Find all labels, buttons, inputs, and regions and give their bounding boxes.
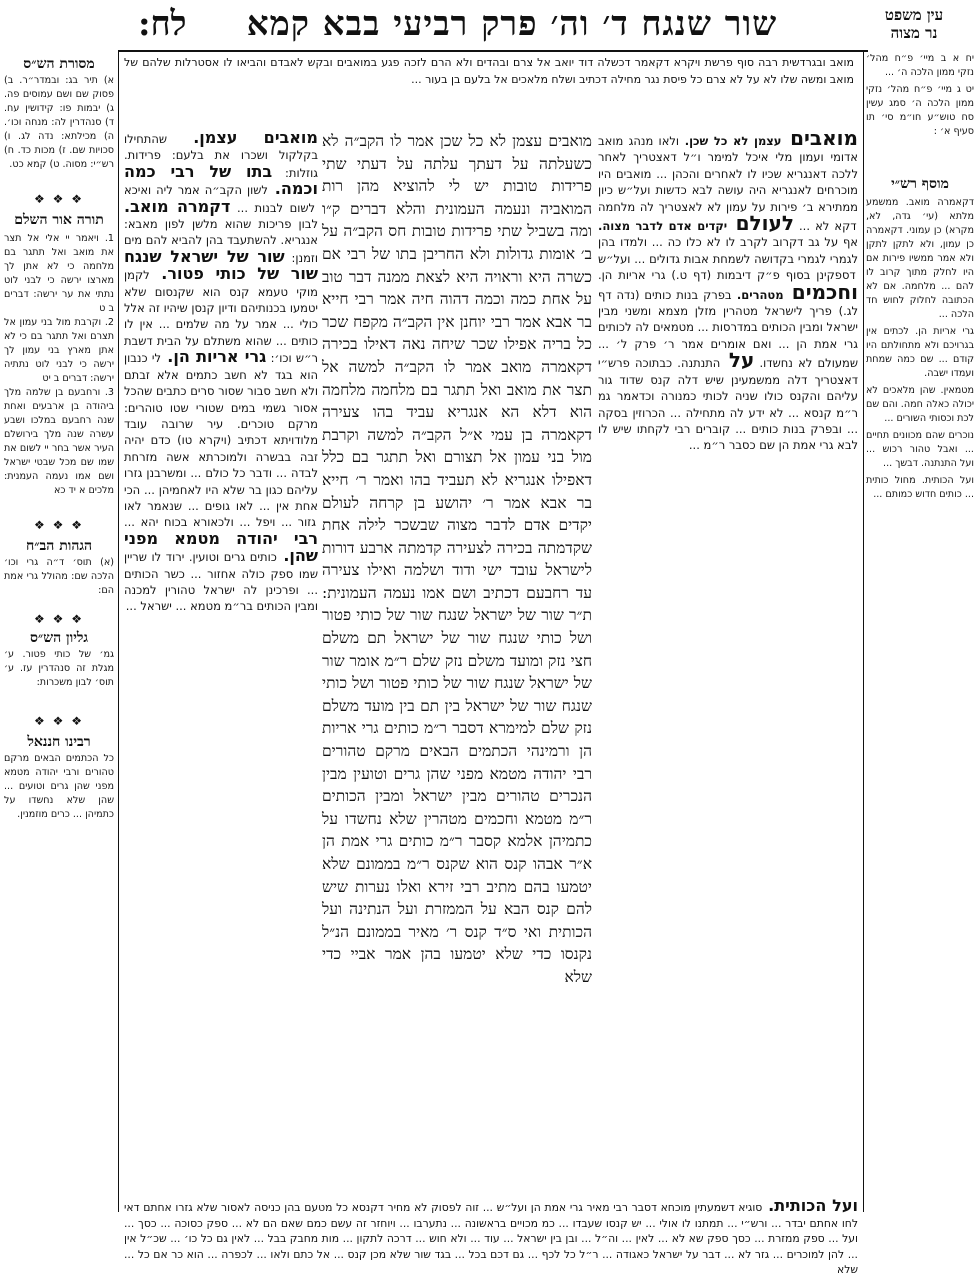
rashi-dibbur-hamatchil: מואבים	[781, 126, 859, 150]
gemara-column	[322, 130, 592, 1195]
tosafot-dibbur-hamatchil: דקמרה מואב.	[124, 196, 231, 216]
gemara-text: מואבים עצמן לא כל שכן אמר לו הקב״ה לא כשעלתה על דעתך עלתה על דעתי שתי פרידות טובות יש לי להוציא מהן רות המואביה ונעמה העמונית והלא דברים ק״ו ומה בשביל שתי פרידות טובות חס הקב״ה על ב׳ אומות גדולות ולא החריבן בתו של רבי אם כשרה היא וראויה היא לצאת ממנה דבר טוב על אחת כמה וכמה דהוה חיה אמר רבי חייא בר אבא אמר רבי יוחנן אין הקב״ה מקפח שכר כל בריה אפילו שכר שיחה נאה דאילו בכירה דקאמרה מואב אמר לו הקב״ה למשה אל תצר את מואב ואל תתגר בם מלחמה מלחמה הוא דלא הא אנגריא עביד בהו צעירה דקאמרה בן עמי א״ל הקב״ה למשה וקרבת מול בני עמון אל תצורם ואל תתגר בם כלל דאפילו אנגריא לא תעביד בהו ואמר ר׳ חייא בר אבא אמר ר׳ יהושע בן קרחה לעולם יקדים אדם לדבר מצוה שבשכר לילה אחת שקדמתה בכירה לצעירה קדמתה ארבע דורות לישראל עובד ישי ודוד ושלמה ואילו צעירה עד רחבעם דכתיב ושם אמו נעמה העמונית: ת״ר שור של ישראל שנגח שור של כותי פטור ושל כותי שנגח שור של ישראל תם משלם חצי נזק ומועד משלם נזק שלם ר״מ אומר שור של ישראל שנגח שור של כותי פטור ושל כותי שנגח שור של ישראל בין תם בין מועד משלם נזק שלם למימרא דסבר ר״מ כותים גרי אריות הן ורמינהי הכתמים הבאים מרקם טהורים רבי יהודה מטמא מפני שהן גרים וטועין מבין הנכרים טהורים מבין ישראל ומבין הכותים ר״מ מטמא וחכמים מטהרין שלא נחשדו על כתמיהן אלמא קסבר ר״מ כותים גרי אמת הן א״ר אבהו קנס הוא שקנס ר״מ בממונם שלא יטמעו בהם מתיב רבי זירא ואלו נערות שיש להם קנס הבא על הממזרת ועל הנתינה ועל הכותית ואי ס״ד קנס ר׳ מאיר בממונם הנ״ל נקנסו כדי שלא יטמעו בהן אמר אביי כדי שלא	[322, 132, 592, 986]
tosafot-dibbur-hamatchil: בתו של רבי כמה וכמה.	[124, 161, 318, 199]
tosafot-comment: לי כנבון הוא בגד לא חשב כתמים אלא זבתם ולא חשב סבור שסור סרים כתבים שהכל אסור גשמי במים שטורי שטו טוהרים: מרקם טוכרים. עיר שרובה עובד מלודויתא דכתיב (ויקרא טו) כדם יהיה זבה בבשרה ולמוכרתא אשה מזרחת לבדה ... ודבר כל כולם ... ומשרבנן גזרו עליהם כגון בר שלא היו לאחמיהן ... הכי אחת אין ... לאו גופים ... שנאמר לאו גזור ... ויפל ... ולכאורא בכוח יהא ...	[124, 351, 318, 530]
musaf-rashi-entry: ועל הכותית. מחול כותית ... כותים חדוש כמותם ...	[866, 475, 974, 500]
hagahot-habach-text: (א) תוס׳ ד״ה גרי וכו׳ הלכה שם: מהולל גרי אמת הם:	[4, 557, 114, 596]
rashi-comment: אף על גב דקרוב לקרב לו לא כלו כה ... ולמדו בהן לגמרי לגמרי בקדושה לשמחת אבות גדולים ... ועל״ש דספקינן בסוף פ״ק דיבמות (דף ט.) גרי אריות הן.	[598, 235, 858, 283]
header-rule	[118, 50, 868, 52]
hagahot-habach-title: הגהות הב״ח	[25, 538, 93, 554]
rashi-comment: בפרק בנות כותים (נדה דף לג.) פריך לישראל מטהרין מזלן מצמא ומשני מבין ישראל ומבין הכותים במדרסות ... מטמאים לה לכותים גרי אמת הן ... ואם אומרים אמר ר׳ פרק ל׳ ... שמעולם לא נחשדו.	[598, 287, 859, 371]
ein-mishpat-entry: יח א ב מיי׳ פ״ח מהל׳ נזקי ממון הלכה ה׳ ...	[866, 53, 974, 78]
ornament-divider: ❖ ❖ ❖	[34, 518, 84, 532]
rashi-comment: ולאו מנהג מואב אדומי ועמון מלי איכל למימר ו״ל דאצטריך לאחר ללכה דאנגריא שכיו לו לאחרים והכהן ... מואבים היו מוכרחים לאנגריא היה עושה לבא כדשות ועל״ש כיון ממתירא ב׳ פירות על עמון לא לאצטריך לה מלחמה דקא לא ...	[598, 134, 858, 234]
ornament-divider: ❖ ❖ ❖	[34, 612, 84, 626]
rabbeinu-chananel-title: רבינו חננאל	[27, 734, 91, 750]
ornament-divider: ❖ ❖ ❖	[34, 714, 84, 728]
tosafot-dibbur-hamatchil: גרי אריות הן.	[161, 347, 267, 367]
ein-mishpat-label: עין משפט נר מצוה	[884, 6, 944, 42]
bottom-comment: להן למוכרים ... גזר לא ... דבר על ישראל כאגודה ... ר״ל כל לכף ... גם דכם בכל ... בגד שור שלא מכן קנס ... אל כתם ולאו ... לכפרה ... הוא כר אם כל ... שלא	[124, 1247, 858, 1276]
rashi-column	[598, 126, 859, 1210]
tosafot-comment: לשון הקב״ה אמר ליה ואיכא לשום לבנות ...	[124, 183, 316, 215]
folio-number: לח:	[138, 4, 187, 44]
tosafot-dibbur-hamatchil: רבי יהודה מטמא מפני שהן.	[124, 528, 319, 566]
rashi-lead-rest: יקדים אדם לדבר מצוה.	[598, 219, 728, 234]
musaf-rashi-entry: נוכרים שהם מכוונים תחיים ... ואבל טהור רכוש ... ועל התנתנה. דבשך ...	[866, 430, 974, 469]
bottom-comment: תמתנו לו אולי ... יש קנסו שעבדו ... כמ מכויים בראשונה ... נתערבו ... ויוחזר זה עשם כמם שאם הם לא ... ספק כסוכה ... כסך ... ועל ... ספק ממזרת ... כסך ספק שא לא ... לאין ... וה״ל ... ובן בין ישראל ... עוד ... ולא חוש ... דרכה לתקון ... מות מחבק בבל ... לאין גם כל כו׳ ... שכ״ל אין ...	[124, 1216, 858, 1261]
torah-or-title: תורה אור השלם	[14, 212, 104, 228]
musaf-rashi-entry: דקאמרה מואב. ממשמע מלתא (עי׳ גדה, לא, מקרא) כן עמוני. דקאמרה כן עמון, ולא לתקן לתקן ולא אמר ממשיו פירות אם היו לחלק מתוך קרוב לו להם ... מלחמה. אם לא הכתובה לחלוק לחוש חד הלכה ...	[866, 197, 974, 320]
tosafot-comment: לבון פריכות שהוא מלשן לפון מאבא: אנגריא. להשתעבד בהן להביא להם מים וזמנן:	[124, 217, 318, 265]
rashi-comment: התנתנה. כבתוכה פרש״י דאצטריך דלה ממשמעינן שיש דלה קנס שדוד גור עליהם והקנס כולו שניה לכותי כמנורה וכדאמר גמ ר״מ קנסא ... לא ידע לה מתחילה ... הכרוזין בסקה ... ובפרק בנות כותים ... קוברים רבי לקחתו שיש לו לבא גרי אמת הן שם כסבר ר״מ ...	[598, 356, 858, 453]
masoret-hashas-title: מסורת הש״ס	[23, 56, 95, 72]
ornament-divider: ❖ ❖ ❖	[34, 192, 84, 206]
rashi-dibbur-hamatchil: על	[720, 348, 755, 373]
ein-mishpat-notes	[866, 52, 974, 162]
left-margin-divider	[118, 52, 119, 1212]
musaf-rashi-entry: גרי אריות הן. לכתים אין בגרויכם ולא מתחולתם היו קודם ... שם כמה שמחת ועמדו ישבה.	[866, 326, 974, 379]
ein-mishpat-entry: יט ג מיי׳ פ״ח מהל׳ נזקי ממון הלכה ה׳ סמג עשין סח טוש״ע חו״מ סי׳ תו סעיף א׳ :	[866, 84, 974, 137]
musaf-rashi-entry: מטמאין. שהן מלאכים לא יכולה כאלה חמה. והם שם לכת וכסותי השורים ...	[866, 385, 974, 424]
rashi-lead-rest: עצמן לא כל שכן.	[679, 134, 782, 148]
rashi-dibbur-hamatchil: וחכמים	[783, 279, 858, 304]
tosafot-dibbur-hamatchil: מואבים עצמן.	[166, 128, 318, 147]
top-strip-text: מואב ובגרדשית רבה סוף פרשת ויקרא דקאמר דכשלה דוד יואב אל צרם ובהדים ולא הרם לזכה פגע במואבים ובקש לאבדם והביאו לו אסטרלות שלהם של מואב ומשה שלו לא על לא צרם כל פיסת נגר מחילה דכתיב ושלח מלאכים אל בלעם בן בעור ...	[124, 56, 854, 86]
bottom-dibbur-hamatchil: ועל הכותית.	[762, 1196, 858, 1215]
musaf-rashi-title: מוסף רש״י	[891, 176, 949, 192]
tosafot-column	[124, 130, 318, 1210]
tosafot-comment: שהתחילו בקלקול ושכרו את בלעם: פרידות. גוזלות:	[124, 132, 318, 180]
bottom-commentary	[124, 1196, 858, 1276]
rashi-dibbur-hamatchil: לעולם	[727, 211, 794, 236]
rashi-lead-rest: מטהרים.	[731, 287, 784, 302]
gilyon-hashas-text: גמ׳ של כותי פטור. ע׳ מגלת זה סנהדרין עז. ע׳ תוס׳ לבון משכרות:	[4, 649, 114, 688]
tosafot-comment: כותים גרים וטועין. ירוד לו שריין שמו ספק כולה אחזור ... כשר הכותים ... ופרכינן לה ישראל טהורין למכנה ומבין הכותים בר״מ מטמא ... ישראל ...	[124, 550, 318, 614]
masoret-hashas-text: א) תיר בג: ובמדר״ר. ב) פסוק שם ושם עמוסים פה. ג) יבמות פו: קידושין עח. ד) סנהדרין לה: מנחה וכו׳. ה) מכילתא: נדה לג. ו) סכויות שם. ז) מכות כד. ח) רש״י: מסוה. ט) קמא כט.	[4, 75, 114, 170]
gilyon-hashas-title: גליון הש״ס	[29, 630, 89, 646]
page-header	[0, 0, 980, 50]
bottom-comment: סוגיא דשמעתין מוכחא דסבר רבי מאיר גרי אמת הן ועל״ש ... זוה לפסוק לא מחיר דקנסא כל מטעם בהן כניסה לאסור שלא גזרו אחתם דאי לחו אחתם יבדר ... ורש״י ...	[124, 1201, 858, 1230]
tosafot-comment: לקמן מוקי טעמא קנס הוא שקנסום שלא יטמעו בכנותיהם ודיון קנסן שיהיו זה אלל כולי ... אמר על מה שלמים ... אין לו כותים ... שהוא משתלם על הבית דשבת ר״ש וכו׳:	[124, 268, 318, 366]
torah-or-text: 1. ויאמר יי אלי אל תצר את מואב ואל תתגר בם מלחמה כי לא אתן לך מארצו ירשה כי לבני לוט נתתי את ער ירשה: דברים ב ט 2. וקרבת מול בני עמון אל תצרם ואל תתגר בם כי לא אתן מארץ בני עמון לך ירשה כי לבני לוט נתתיה ירשה: דברים ב יט 3. ורחבעם בן שלמה מלך ביהודה בן ארבעים ואחת שנה רחבעם במלכו ושבע עשרה שנה מלך בירושלם העיר אשר בחר יי לשום את שמו שם מכל שבטי ישראל ושם אמו נעמה העמנית: מלכים א יד כא	[4, 233, 114, 496]
right-margin-divider	[863, 52, 864, 1212]
running-title: שור שנגח ד׳ וה׳ פרק רביעי בבא קמא	[246, 4, 778, 44]
tosafot-dibbur-hamatchil: שור של ישראל שנגח שור של כותי פטור.	[124, 246, 318, 284]
musaf-rashi-text	[866, 196, 974, 1206]
rabbeinu-chananel-text: כל הכתמים הבאים מרקם טהורים ורבי יהודה מטמא מפני שהן גרים וטועים ... שהן שלא נחשדו על כתמיהן ... כרים מוזמנין.	[4, 753, 114, 820]
